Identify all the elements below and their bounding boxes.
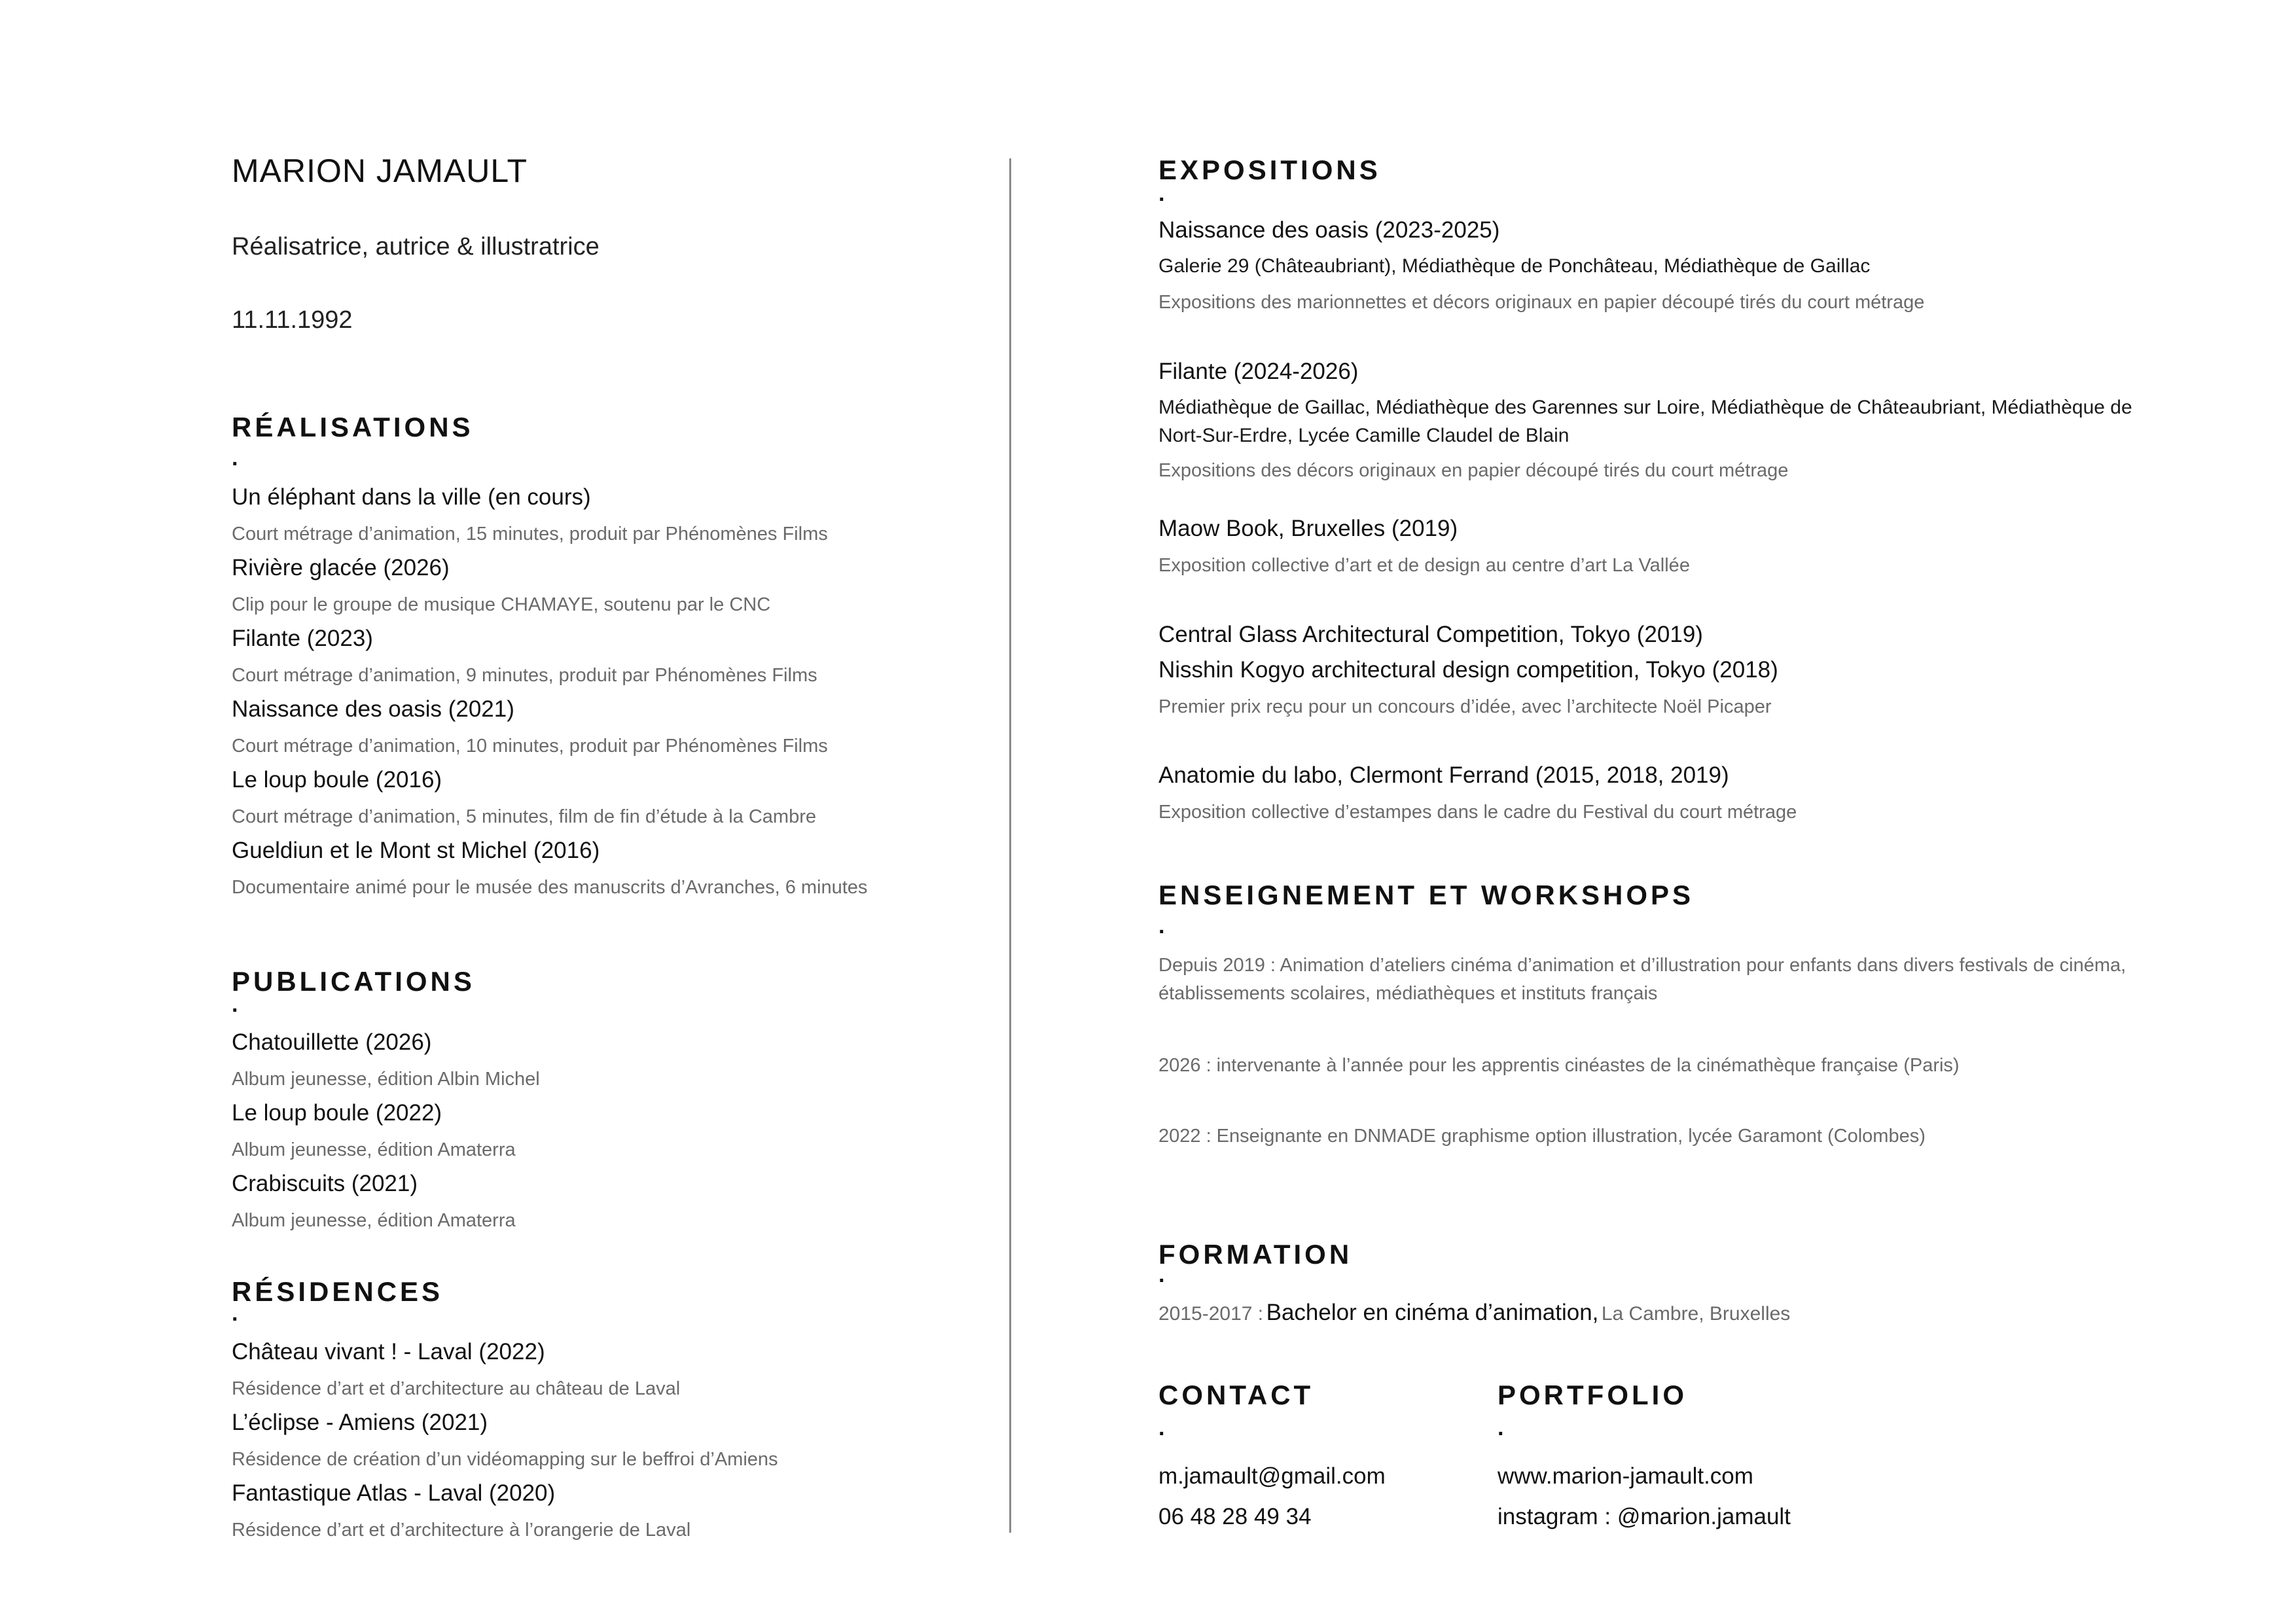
- realisation-title: Naissance des oasis (2021): [232, 696, 514, 722]
- phone-number: 06 48 28 49 34: [1158, 1504, 1312, 1529]
- publication-desc: Album jeunesse, édition Amaterra: [232, 1139, 516, 1160]
- realisation-desc: Court métrage d’animation, 15 minutes, produit par Phénomènes Films: [232, 524, 828, 544]
- enseignement-item: 2022 : Enseignante en DNMADE graphisme option illustration, lycée Garamont (Colombes): [1158, 1126, 1926, 1147]
- publications-heading: PUBLICATIONS: [232, 966, 475, 997]
- exposition-title: Nisshin Kogyo architectural design competition, Tokyo (2018): [1158, 657, 1778, 683]
- residences-heading: RÉSIDENCES: [232, 1276, 444, 1307]
- residence-desc: Résidence d’art et d’architecture à l’orangerie de Laval: [232, 1520, 691, 1541]
- portfolio-bullet: ·: [1498, 1421, 1505, 1446]
- publication-desc: Album jeunesse, édition Amaterra: [232, 1210, 516, 1231]
- realisations-heading: RÉALISATIONS: [232, 412, 474, 442]
- realisation-title: Le loup boule (2016): [232, 767, 442, 793]
- exposition-desc: Expositions des décors originaux en papier découpé tirés du court métrage: [1158, 460, 1789, 481]
- instagram-handle[interactable]: instagram : @marion.jamault: [1498, 1504, 1791, 1529]
- website-link[interactable]: www.marion-jamault.com: [1498, 1463, 1753, 1489]
- realisation-desc: Clip pour le groupe de musique CHAMAYE, soutenu par le CNC: [232, 594, 771, 615]
- column-divider: [1009, 158, 1011, 1533]
- exposition-title: Maow Book, Bruxelles (2019): [1158, 516, 1458, 541]
- publication-title: Le loup boule (2022): [232, 1100, 442, 1126]
- residences-bullet: ·: [232, 1307, 240, 1332]
- publications-bullet: ·: [232, 998, 240, 1023]
- realisation-desc: Court métrage d’animation, 9 minutes, produit par Phénomènes Films: [232, 665, 817, 686]
- residence-title: Château vivant ! - Laval (2022): [232, 1339, 545, 1364]
- residence-desc: Résidence de création d’un vidéomapping sur le beffroi d’Amiens: [232, 1449, 778, 1470]
- enseignement-heading: ENSEIGNEMENT ET WORKSHOPS: [1158, 880, 1695, 910]
- realisation-title: Rivière glacée (2026): [232, 555, 450, 580]
- formation-degree: Bachelor en cinéma d’animation,: [1266, 1300, 1599, 1325]
- exposition-desc: Expositions des marionnettes et décors originaux en papier découpé tirés du court métrage: [1158, 292, 1925, 313]
- realisation-title: Filante (2023): [232, 626, 373, 651]
- exposition-venue: Galerie 29 (Châteaubriant), Médiathèque de Ponchâteau, Médiathèque de Gaillac: [1158, 255, 1871, 277]
- email-link[interactable]: m.jamault@gmail.com: [1158, 1463, 1386, 1489]
- exposition-desc: Exposition collective d’estampes dans le cadre du Festival du court métrage: [1158, 802, 1797, 823]
- enseignement-item: Depuis 2019 : Animation d’ateliers cinéma d’animation et d’illustration pour enfants dans divers festivals de cinéma, établissements scolaires, médiathèques et instituts français: [1158, 955, 2126, 1004]
- formation-years: 2015-2017 :: [1158, 1303, 1264, 1325]
- formation-heading: FORMATION: [1158, 1239, 1353, 1270]
- contact-heading: CONTACT: [1158, 1380, 1314, 1410]
- exposition-desc: Exposition collective d’art et de design au centre d’art La Vallée: [1158, 555, 1690, 576]
- residence-title: L’éclipse - Amiens (2021): [232, 1410, 488, 1435]
- enseignement-bullet: ·: [1158, 919, 1166, 944]
- person-birthdate: 11.11.1992: [232, 306, 353, 334]
- exposition-title: Filante (2024-2026): [1158, 359, 1359, 384]
- exposition-title: Anatomie du labo, Clermont Ferrand (2015, 2018, 2019): [1158, 762, 1729, 788]
- realisation-title: Gueldiun et le Mont st Michel (2016): [232, 838, 600, 863]
- exposition-desc: Premier prix reçu pour un concours d’idée, avec l’architecte Noël Picaper: [1158, 696, 1772, 717]
- realisation-desc: Court métrage d’animation, 5 minutes, film de fin d’étude à la Cambre: [232, 806, 816, 827]
- contact-bullet: ·: [1158, 1421, 1166, 1446]
- enseignement-item: 2026 : intervenante à l’année pour les apprentis cinéastes de la cinémathèque française (Paris): [1158, 1055, 1960, 1076]
- person-role: Réalisatrice, autrice & illustratrice: [232, 233, 600, 260]
- realisations-bullet: ·: [232, 452, 240, 476]
- formation-entry: [1158, 1300, 1790, 1326]
- residence-desc: Résidence d’art et d’architecture au château de Laval: [232, 1378, 681, 1399]
- publication-title: Crabiscuits (2021): [232, 1171, 418, 1196]
- formation-bullet: ·: [1158, 1268, 1166, 1293]
- realisation-title: Un éléphant dans la ville (en cours): [232, 484, 591, 510]
- portfolio-heading: PORTFOLIO: [1498, 1380, 1687, 1410]
- realisation-desc: Documentaire animé pour le musée des manuscrits d’Avranches, 6 minutes: [232, 877, 868, 898]
- expositions-heading: EXPOSITIONS: [1158, 154, 1381, 185]
- person-name: MARION JAMAULT: [232, 152, 528, 189]
- exposition-venue: Médiathèque de Gaillac, Médiathèque des Garennes sur Loire, Médiathèque de Châteaubriant, Médiathèque de Nort-Sur-Erdre, Lycée Camille Claudel de Blain: [1158, 397, 2132, 446]
- realisation-desc: Court métrage d’animation, 10 minutes, produit par Phénomènes Films: [232, 736, 828, 757]
- formation-school: La Cambre, Bruxelles: [1601, 1303, 1791, 1325]
- publication-title: Chatouillette (2026): [232, 1029, 432, 1055]
- residence-title: Fantastique Atlas - Laval (2020): [232, 1480, 556, 1506]
- expositions-bullet: ·: [1158, 187, 1166, 212]
- publication-desc: Album jeunesse, édition Albin Michel: [232, 1069, 540, 1090]
- exposition-title: Central Glass Architectural Competition, Tokyo (2019): [1158, 622, 1703, 647]
- exposition-title: Naissance des oasis (2023-2025): [1158, 217, 1500, 243]
